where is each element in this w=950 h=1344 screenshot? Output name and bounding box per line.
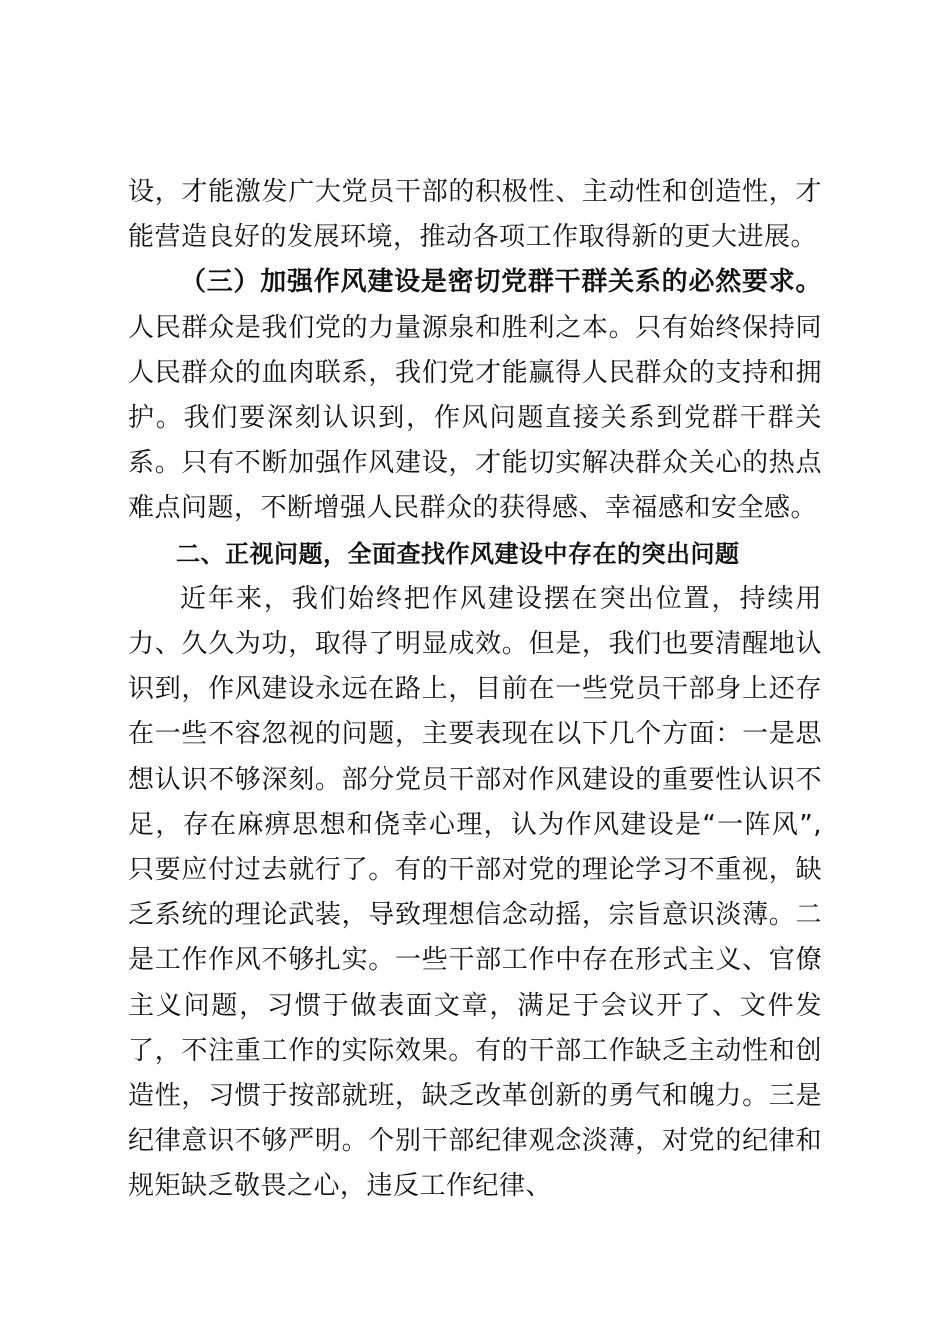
paragraph-section-three (128, 260, 822, 531)
section-three-lead: （三）加强作风建设是密切党群干群关系的必然要求。 (180, 267, 822, 298)
section-heading-two: 二、正视问题，全面查找作风建设中存在的突出问题 (176, 539, 740, 568)
section-three-body: 人民群众是我们党的力量源泉和胜利之本。只有始终保持同人民群众的血肉联系，我们党才能赢得人民群众的支持和拥护。我们要深刻认识到，作风问题直接关系到党群干群关系。只有不断加强作风建设，才能切实解决群众关心的热点难点问题，不断增强人民群众的获得感、幸福感和安全感。 (128, 312, 822, 524)
paragraph-continuation: 设，才能激发广大党员干部的积极性、主动性和创造性，才能营造良好的发展环境，推动各项工作取得新的更大进展。 (128, 177, 822, 253)
paragraph-problems: 近年来，我们始终把作风建设摆在突出位置，持续用力、久久为功，取得了明显成效。但是，我们也要清醒地认识到，作风建设永远在路上，目前在一些党员干部身上还存在一些不容忽视的问题，主要表现在以下几个方面：一是思想认识不够深刻。部分党员干部对作风建设的重要性认识不足，存在麻痹思想和侥幸心理，认为作风建设是“一阵风”,只要应付过去就行了。有的干部对党的理论学习不重视，缺乏系统的理论武装，导致理想信念动摇，宗旨意识淡薄。二是工作作风不够扎实。一些干部工作中存在形式主义、官僚主义问题，习惯于做表面文章，满足于会议开了、文件发了，不注重工作的实际效果。有的干部工作缺乏主动性和创造性，习惯于按部就班，缺乏改革创新的勇气和魄力。三是纪律意识不够严明。个别干部纪律观念淡薄，对党的纪律和规矩缺乏敬畏之心，违反工作纪律、 (128, 583, 822, 1202)
document-body (128, 170, 822, 1210)
